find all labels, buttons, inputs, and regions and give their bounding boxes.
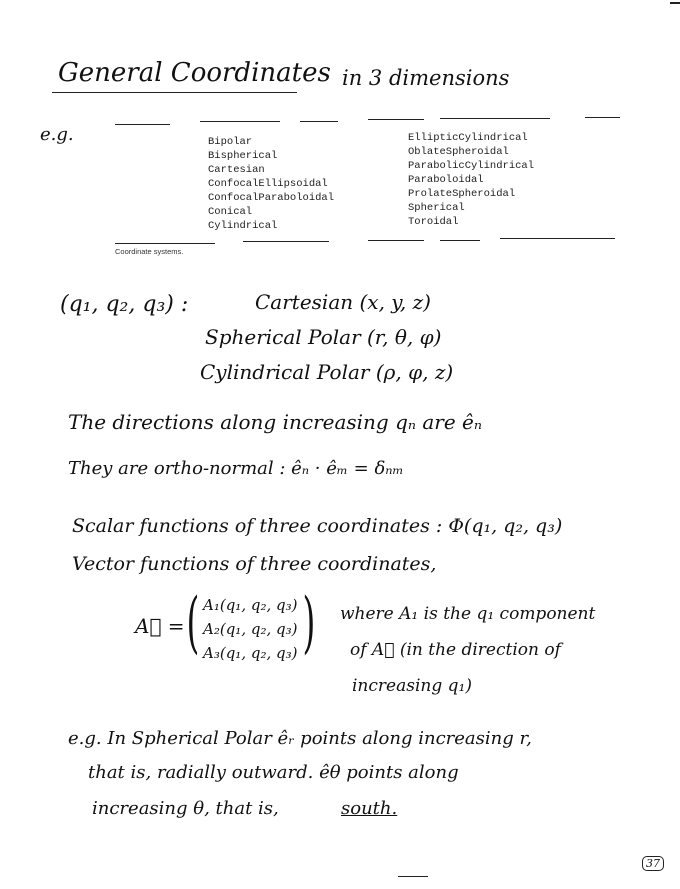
orthonormal-text: They are ortho-normal : êₙ · êₘ = δₙₘ bbox=[68, 458, 404, 479]
list-item: ConfocalEllipsoidal bbox=[208, 178, 328, 190]
list-item: ParabolicCylindrical bbox=[408, 160, 535, 172]
table-rule bbox=[440, 118, 550, 119]
scan-mark bbox=[670, 2, 680, 4]
list-item: Spherical bbox=[408, 202, 465, 214]
list-item: OblateSpheroidal bbox=[408, 146, 509, 158]
table-rule bbox=[115, 124, 170, 125]
vector-lhs: A⃗ = bbox=[135, 614, 185, 638]
page-number: 37 bbox=[642, 856, 664, 871]
left-paren: ( bbox=[186, 584, 200, 661]
directions-text: The directions along increasing qₙ are êₙ bbox=[68, 410, 482, 434]
table-rule bbox=[440, 240, 480, 241]
scan-mark bbox=[398, 876, 428, 877]
example-line-3: increasing θ, that is, bbox=[92, 798, 279, 819]
cartesian-line: Cartesian (x, y, z) bbox=[255, 290, 431, 314]
table-caption: Coordinate systems. bbox=[115, 247, 184, 256]
list-item: Bispherical bbox=[208, 150, 278, 162]
table-rule bbox=[585, 117, 620, 118]
south-word: south. bbox=[341, 798, 398, 819]
coord-list-right bbox=[408, 131, 534, 229]
spherical-line: Spherical Polar (r, θ, φ) bbox=[205, 325, 442, 349]
example-line-2: that is, radially outward. êθ points along bbox=[88, 762, 459, 783]
scalar-text: Scalar functions of three coordinates : Φ(q₁, q₂, q₃) bbox=[72, 515, 563, 537]
cylindrical-line: Cylindrical Polar (ρ, φ, z) bbox=[200, 360, 454, 384]
vector-row-3: A₃(q₁, q₂, q₃) bbox=[203, 644, 298, 662]
list-item: Paraboloidal bbox=[408, 174, 484, 186]
list-item: ConfocalParaboloidal bbox=[208, 192, 335, 204]
right-paren: ) bbox=[302, 584, 316, 661]
table-rule bbox=[115, 243, 215, 244]
table-rule bbox=[200, 121, 280, 122]
example-label: e.g. bbox=[40, 124, 74, 145]
title-underline bbox=[52, 92, 297, 93]
vector-row-2: A₂(q₁, q₂, q₃) bbox=[203, 620, 298, 638]
where-line-3: increasing q₁) bbox=[352, 676, 472, 696]
list-item: Cartesian bbox=[208, 164, 265, 176]
list-item: Conical bbox=[208, 206, 253, 218]
vector-row-1: A₁(q₁, q₂, q₃) bbox=[203, 596, 298, 614]
coords-tuple: (q₁, q₂, q₃) : bbox=[60, 292, 189, 317]
page-title: General Coordinates bbox=[58, 58, 331, 88]
table-rule bbox=[243, 241, 329, 242]
example-line-1: e.g. In Spherical Polar êᵣ points along increasing r, bbox=[68, 728, 532, 749]
coord-list-left bbox=[208, 135, 334, 233]
list-item: Toroidal bbox=[408, 216, 459, 228]
table-rule bbox=[368, 119, 424, 120]
table-rule bbox=[368, 240, 424, 241]
where-line-1: where A₁ is the q₁ component bbox=[340, 604, 596, 624]
table-rule bbox=[300, 121, 338, 122]
table-rule bbox=[500, 238, 615, 239]
title-suffix: in 3 dimensions bbox=[342, 66, 510, 90]
list-item: Bipolar bbox=[208, 136, 253, 148]
vector-text: Vector functions of three coordinates, bbox=[72, 553, 437, 575]
list-item: ProlateSpheroidal bbox=[408, 188, 516, 200]
list-item: Cylindrical bbox=[208, 220, 278, 232]
list-item: EllipticCylindrical bbox=[408, 132, 528, 144]
where-line-2: of A⃗ (in the direction of bbox=[350, 640, 561, 660]
